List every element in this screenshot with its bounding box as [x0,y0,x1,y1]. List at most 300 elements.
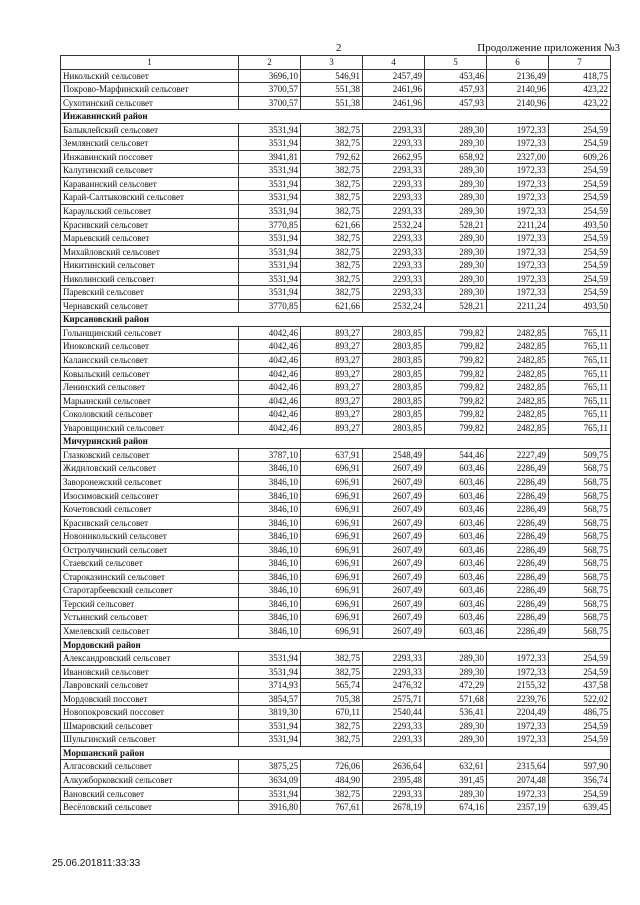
value-cell: 289,30 [425,652,487,666]
value-cell: 2482,85 [487,340,549,354]
settlement-name: Шмаровский сельсовет [61,719,239,733]
table-row [61,733,611,747]
settlement-name: Александровский сельсовет [61,652,239,666]
value-cell: 565,74 [301,679,363,693]
value-cell: 2293,33 [363,286,425,300]
value-cell: 2607,49 [363,584,425,598]
value-cell: 3846,10 [239,597,301,611]
value-cell: 2607,49 [363,475,425,489]
value-cell: 3846,10 [239,530,301,544]
value-cell: 3846,10 [239,489,301,503]
value-cell: 621,66 [301,299,363,313]
print-timestamp: 25.06.201811:33:33 [52,858,141,869]
settlement-name: Иноковский сельсовет [61,340,239,354]
value-cell: 1972,33 [487,177,549,191]
value-cell: 3531,94 [239,205,301,219]
settlement-name: Калугинский сельсовет [61,164,239,178]
value-cell: 2204,49 [487,706,549,720]
value-cell: 893,27 [301,381,363,395]
value-cell: 603,46 [425,543,487,557]
value-cell: 568,75 [549,611,611,625]
value-cell: 3846,10 [239,611,301,625]
district-row [61,313,611,327]
value-cell: 2482,85 [487,354,549,368]
value-cell: 2803,85 [363,394,425,408]
value-cell: 289,30 [425,245,487,259]
table-header [61,56,611,70]
table-row [61,259,611,273]
value-cell: 603,46 [425,570,487,584]
value-cell: 2457,49 [363,69,425,83]
value-cell: 2482,85 [487,421,549,435]
table-row [61,787,611,801]
value-cell: 2803,85 [363,408,425,422]
value-cell: 289,30 [425,272,487,286]
settlement-name: Михайловский сельсовет [61,245,239,259]
value-cell: 2315,64 [487,760,549,774]
value-cell: 3531,94 [239,123,301,137]
value-cell: 2636,64 [363,760,425,774]
value-cell: 568,75 [549,584,611,598]
value-cell: 3531,94 [239,272,301,286]
value-cell: 2395,48 [363,773,425,787]
value-cell: 3875,25 [239,760,301,774]
value-cell: 4042,46 [239,408,301,422]
settlement-name: Карай-Салтыковский сельсовет [61,191,239,205]
value-cell: 3531,94 [239,719,301,733]
value-cell: 1972,33 [487,245,549,259]
value-cell: 484,90 [301,773,363,787]
value-cell: 544,46 [425,448,487,462]
value-cell: 382,75 [301,191,363,205]
value-cell: 568,75 [549,597,611,611]
value-cell: 3700,57 [239,96,301,110]
district-row [61,110,611,124]
table-row [61,557,611,571]
district-name: Мичуринский район [61,435,611,449]
value-cell: 254,59 [549,177,611,191]
value-cell: 603,46 [425,489,487,503]
table-row [61,191,611,205]
value-cell: 509,75 [549,448,611,462]
value-cell: 632,61 [425,760,487,774]
table-row [61,475,611,489]
table-row [61,83,611,97]
value-cell: 2803,85 [363,340,425,354]
value-cell: 382,75 [301,286,363,300]
value-cell: 799,82 [425,340,487,354]
value-cell: 2286,49 [487,584,549,598]
table-row [61,232,611,246]
value-cell: 2293,33 [363,272,425,286]
district-name: Кирсановский район [61,313,611,327]
value-cell: 453,46 [425,69,487,83]
value-cell: 2540,44 [363,706,425,720]
value-cell: 765,11 [549,421,611,435]
value-cell: 2211,24 [487,299,549,313]
value-cell: 568,75 [549,489,611,503]
table-row [61,326,611,340]
value-cell: 2155,32 [487,679,549,693]
value-cell: 2293,33 [363,123,425,137]
value-cell: 765,11 [549,340,611,354]
value-cell: 799,82 [425,367,487,381]
value-cell: 893,27 [301,394,363,408]
page-number: 2 [336,42,342,54]
value-cell: 493,50 [549,218,611,232]
value-cell: 493,50 [549,299,611,313]
value-cell: 3700,57 [239,83,301,97]
value-cell: 3531,94 [239,733,301,747]
value-cell: 696,91 [301,462,363,476]
settlement-name: Землянский сельсовет [61,137,239,151]
settlement-name: Алкужборковский сельсовет [61,773,239,787]
value-cell: 603,46 [425,475,487,489]
value-cell: 2293,33 [363,719,425,733]
value-cell: 2548,49 [363,448,425,462]
settlement-name: Марьевский сельсовет [61,232,239,246]
column-header: 6 [487,56,549,70]
value-cell: 536,41 [425,706,487,720]
value-cell: 696,91 [301,570,363,584]
settlement-name: Красивский сельсовет [61,516,239,530]
value-cell: 3770,85 [239,218,301,232]
value-cell: 1972,33 [487,191,549,205]
column-header: 7 [549,56,611,70]
value-cell: 696,91 [301,597,363,611]
value-cell: 568,75 [549,462,611,476]
value-cell: 2607,49 [363,503,425,517]
value-cell: 3531,94 [239,232,301,246]
settlement-name: Жидиловский сельсовет [61,462,239,476]
value-cell: 603,46 [425,597,487,611]
value-cell: 568,75 [549,543,611,557]
value-cell: 893,27 [301,421,363,435]
value-cell: 637,91 [301,448,363,462]
value-cell: 2211,24 [487,218,549,232]
table-row [61,679,611,693]
value-cell: 568,75 [549,624,611,638]
value-cell: 3531,94 [239,652,301,666]
value-cell: 2607,49 [363,489,425,503]
value-cell: 3846,10 [239,584,301,598]
value-cell: 3531,94 [239,787,301,801]
table-row [61,801,611,815]
value-cell: 726,06 [301,760,363,774]
value-cell: 2140,96 [487,96,549,110]
table-row [61,340,611,354]
value-cell: 2293,33 [363,245,425,259]
value-cell: 765,11 [549,381,611,395]
value-cell: 3714,93 [239,679,301,693]
value-cell: 289,30 [425,123,487,137]
table-row [61,543,611,557]
value-cell: 799,82 [425,421,487,435]
settlement-name: Покрово-Марфинский сельсовет [61,83,239,97]
settlement-name: Караульский сельсовет [61,205,239,219]
settlement-name: Инжавинский поссовет [61,150,239,164]
value-cell: 3531,94 [239,286,301,300]
value-cell: 551,38 [301,83,363,97]
value-cell: 696,91 [301,489,363,503]
table-row [61,164,611,178]
value-cell: 2227,49 [487,448,549,462]
settlement-name: Балыклейский сельсовет [61,123,239,137]
value-cell: 2293,33 [363,652,425,666]
district-row [61,435,611,449]
value-cell: 2357,19 [487,801,549,815]
table-row [61,381,611,395]
district-name: Мордовский район [61,638,611,652]
value-cell: 289,30 [425,137,487,151]
value-cell: 568,75 [549,570,611,584]
settlement-name: Сухотинский сельсовет [61,96,239,110]
value-cell: 486,75 [549,706,611,720]
value-cell: 4042,46 [239,381,301,395]
table-row [61,462,611,476]
table-row [61,218,611,232]
value-cell: 2482,85 [487,381,549,395]
value-cell: 418,75 [549,69,611,83]
value-cell: 658,92 [425,150,487,164]
settlement-name: Никольский сельсовет [61,69,239,83]
value-cell: 289,30 [425,191,487,205]
table-row [61,96,611,110]
settlement-name: Ивановский сельсовет [61,665,239,679]
value-cell: 2532,24 [363,218,425,232]
value-cell: 2286,49 [487,557,549,571]
value-cell: 2286,49 [487,624,549,638]
header-row [61,56,611,70]
value-cell: 603,46 [425,557,487,571]
value-cell: 696,91 [301,624,363,638]
value-cell: 254,59 [549,286,611,300]
value-cell: 2286,49 [487,503,549,517]
value-cell: 2286,49 [487,611,549,625]
value-cell: 289,30 [425,787,487,801]
value-cell: 3941,81 [239,150,301,164]
settlement-name: Терский сельсовет [61,597,239,611]
value-cell: 254,59 [549,164,611,178]
value-cell: 696,91 [301,516,363,530]
value-cell: 2461,96 [363,83,425,97]
value-cell: 2286,49 [487,597,549,611]
value-cell: 1972,33 [487,733,549,747]
settlement-name: Устьинский сельсовет [61,611,239,625]
value-cell: 3770,85 [239,299,301,313]
value-cell: 696,91 [301,584,363,598]
table-row [61,530,611,544]
value-cell: 2482,85 [487,394,549,408]
settlement-name: Вановский сельсовет [61,787,239,801]
settlement-name: Паревский сельсовет [61,286,239,300]
continuation-label: Продолжение приложения №3 [477,42,620,54]
value-cell: 382,75 [301,719,363,733]
value-cell: 603,46 [425,503,487,517]
value-cell: 2293,33 [363,164,425,178]
value-cell: 2607,49 [363,462,425,476]
value-cell: 767,61 [301,801,363,815]
value-cell: 423,22 [549,83,611,97]
table-row [61,354,611,368]
value-cell: 3846,10 [239,543,301,557]
value-cell: 2327,00 [487,150,549,164]
settlement-name: Чернавский сельсовет [61,299,239,313]
settlement-name: Старотарбеевский сельсовет [61,584,239,598]
value-cell: 289,30 [425,164,487,178]
value-cell: 3846,10 [239,516,301,530]
value-cell: 597,90 [549,760,611,774]
settlement-name: Калаисский сельсовет [61,354,239,368]
value-cell: 382,75 [301,733,363,747]
value-cell: 603,46 [425,624,487,638]
column-header: 4 [363,56,425,70]
value-cell: 254,59 [549,123,611,137]
table-row [61,299,611,313]
value-cell: 2607,49 [363,570,425,584]
value-cell: 2607,49 [363,557,425,571]
value-cell: 568,75 [549,530,611,544]
value-cell: 1972,33 [487,272,549,286]
settlement-name: Шульгинский сельсовет [61,733,239,747]
value-cell: 4042,46 [239,367,301,381]
value-cell: 2293,33 [363,733,425,747]
value-cell: 382,75 [301,652,363,666]
value-cell: 2286,49 [487,475,549,489]
value-cell: 2803,85 [363,367,425,381]
settlement-name: Хмелевский сельсовет [61,624,239,638]
table-row [61,652,611,666]
value-cell: 568,75 [549,516,611,530]
value-cell: 2803,85 [363,381,425,395]
table-row [61,394,611,408]
value-cell: 254,59 [549,232,611,246]
value-cell: 2607,49 [363,597,425,611]
value-cell: 4042,46 [239,354,301,368]
value-cell: 3846,10 [239,624,301,638]
value-cell: 254,59 [549,665,611,679]
value-cell: 603,46 [425,462,487,476]
settlement-name: Остролучинский сельсовет [61,543,239,557]
value-cell: 2607,49 [363,543,425,557]
table-row [61,489,611,503]
value-cell: 382,75 [301,259,363,273]
district-row [61,746,611,760]
value-cell: 696,91 [301,475,363,489]
table-row [61,692,611,706]
value-cell: 356,74 [549,773,611,787]
value-cell: 1972,33 [487,719,549,733]
value-cell: 2532,24 [363,299,425,313]
value-cell: 3846,10 [239,462,301,476]
value-cell: 765,11 [549,367,611,381]
value-cell: 2286,49 [487,462,549,476]
value-cell: 254,59 [549,787,611,801]
value-cell: 765,11 [549,394,611,408]
district-row [61,638,611,652]
value-cell: 382,75 [301,272,363,286]
table-row [61,177,611,191]
value-cell: 3531,94 [239,191,301,205]
value-cell: 2136,49 [487,69,549,83]
settlement-name: Красивский сельсовет [61,218,239,232]
value-cell: 4042,46 [239,394,301,408]
value-cell: 696,91 [301,543,363,557]
value-cell: 705,38 [301,692,363,706]
settlement-name: Марьинский сельсовет [61,394,239,408]
value-cell: 382,75 [301,787,363,801]
table-row [61,123,611,137]
settlement-name: Уваровщинский сельсовет [61,421,239,435]
value-cell: 382,75 [301,205,363,219]
value-cell: 603,46 [425,611,487,625]
table-row [61,69,611,83]
value-cell: 382,75 [301,245,363,259]
value-cell: 799,82 [425,394,487,408]
value-cell: 254,59 [549,272,611,286]
value-cell: 528,21 [425,218,487,232]
settlement-name: Лавровский сельсовет [61,679,239,693]
value-cell: 3916,80 [239,801,301,815]
value-cell: 568,75 [549,557,611,571]
value-cell: 391,45 [425,773,487,787]
value-cell: 254,59 [549,652,611,666]
value-cell: 2239,76 [487,692,549,706]
value-cell: 2575,71 [363,692,425,706]
table-row [61,503,611,517]
value-cell: 893,27 [301,408,363,422]
value-cell: 4042,46 [239,340,301,354]
value-cell: 3819,30 [239,706,301,720]
value-cell: 289,30 [425,719,487,733]
table-row [61,719,611,733]
value-cell: 2678,19 [363,801,425,815]
value-cell: 765,11 [549,408,611,422]
value-cell: 696,91 [301,530,363,544]
value-cell: 289,30 [425,665,487,679]
value-cell: 254,59 [549,137,611,151]
value-cell: 289,30 [425,177,487,191]
value-cell: 3531,94 [239,665,301,679]
value-cell: 457,93 [425,96,487,110]
value-cell: 603,46 [425,584,487,598]
value-cell: 1972,33 [487,787,549,801]
value-cell: 2293,33 [363,232,425,246]
value-cell: 551,38 [301,96,363,110]
value-cell: 893,27 [301,367,363,381]
value-cell: 382,75 [301,665,363,679]
table-row [61,584,611,598]
value-cell: 696,91 [301,611,363,625]
table-row [61,624,611,638]
value-cell: 3531,94 [239,177,301,191]
district-name: Инжавинский район [61,110,611,124]
value-cell: 799,82 [425,354,487,368]
table-row [61,706,611,720]
value-cell: 2482,85 [487,408,549,422]
value-cell: 568,75 [549,475,611,489]
value-cell: 2482,85 [487,367,549,381]
value-cell: 254,59 [549,191,611,205]
value-cell: 2286,49 [487,530,549,544]
value-cell: 670,11 [301,706,363,720]
value-cell: 893,27 [301,326,363,340]
value-cell: 289,30 [425,259,487,273]
value-cell: 382,75 [301,177,363,191]
value-cell: 2803,85 [363,421,425,435]
value-cell: 3846,10 [239,570,301,584]
value-cell: 568,75 [549,503,611,517]
